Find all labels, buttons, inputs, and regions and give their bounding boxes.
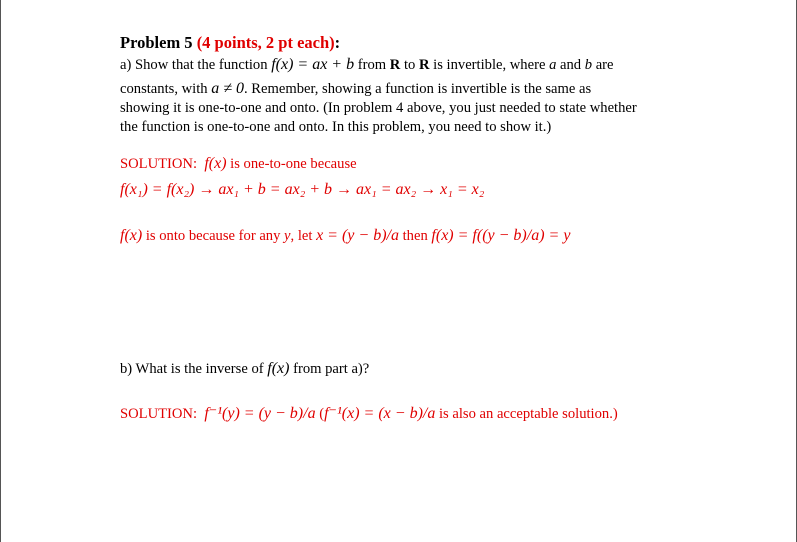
part-b-question (120, 360, 369, 378)
solution-b (120, 405, 618, 423)
solution-label: SOLUTION: (120, 406, 198, 422)
onto-text: is onto because for any (142, 228, 285, 244)
solution-a-heading (120, 155, 357, 173)
onto-text: , let (290, 228, 317, 244)
solution-label: SOLUTION: (120, 156, 198, 172)
onto-text: then (398, 228, 432, 244)
part-a-text: and (556, 57, 585, 73)
one-to-one-proof: f(x₁) = f(x₂) → ax₁ + b = ax₂ + b → ax₁ = ax₂ → x₁ = x₂ (120, 181, 485, 198)
inverse-in-y: f⁻¹(y) = (y − b)/a (204, 405, 316, 422)
part-a-text: . Remember, showing a function is invertible is the same as (244, 81, 592, 97)
solution-b-text: ( (315, 406, 325, 422)
part-a-line-1 (120, 56, 614, 74)
function-expression: f(x) = ax + b (271, 56, 355, 73)
onto-substitution: x = (y − b)/a (316, 227, 399, 244)
part-a-text: from (354, 57, 390, 73)
solution-text: is one-to-one because (226, 156, 357, 172)
part-b-text: from part a)? (289, 361, 370, 377)
part-a-text: a) Show that the function (120, 57, 272, 73)
solution-function: f(x) (204, 155, 227, 172)
var-a: a (549, 57, 557, 73)
part-a-text: are (592, 57, 614, 73)
onto-function: f(x) (120, 227, 143, 244)
part-a-line-3: showing it is one-to-one and onto. (In problem 4 above, you just needed to state whether (120, 100, 637, 116)
inverse-in-x: f⁻¹(x) = (x − b)/a (324, 405, 436, 422)
problem-number: Problem 5 (120, 33, 193, 52)
part-a-text: to (400, 57, 419, 73)
nonzero-condition: a ≠ 0 (211, 80, 244, 97)
part-a-line-4: the function is one-to-one and onto. In this problem, you need to show it.) (120, 119, 552, 135)
solution-b-text: is also an acceptable solution.) (435, 406, 618, 422)
var-y: y (284, 228, 291, 244)
part-a-text: constants, with (120, 81, 212, 97)
problem-points: (4 points, 2 pt each) (196, 33, 335, 52)
var-b: b (584, 57, 593, 73)
real-set-codomain: R (418, 57, 430, 73)
part-b-function: f(x) (267, 360, 290, 377)
onto-proof (120, 227, 570, 245)
onto-result: f(x) = f((y − b)/a) = y (431, 227, 571, 244)
real-set-domain: R (389, 57, 401, 73)
part-a-text: is invertible, where (429, 57, 550, 73)
part-a-line-2 (120, 80, 591, 98)
title-colon: : (334, 33, 341, 52)
part-b-text: b) What is the inverse of (120, 361, 268, 377)
problem-title (120, 34, 340, 52)
